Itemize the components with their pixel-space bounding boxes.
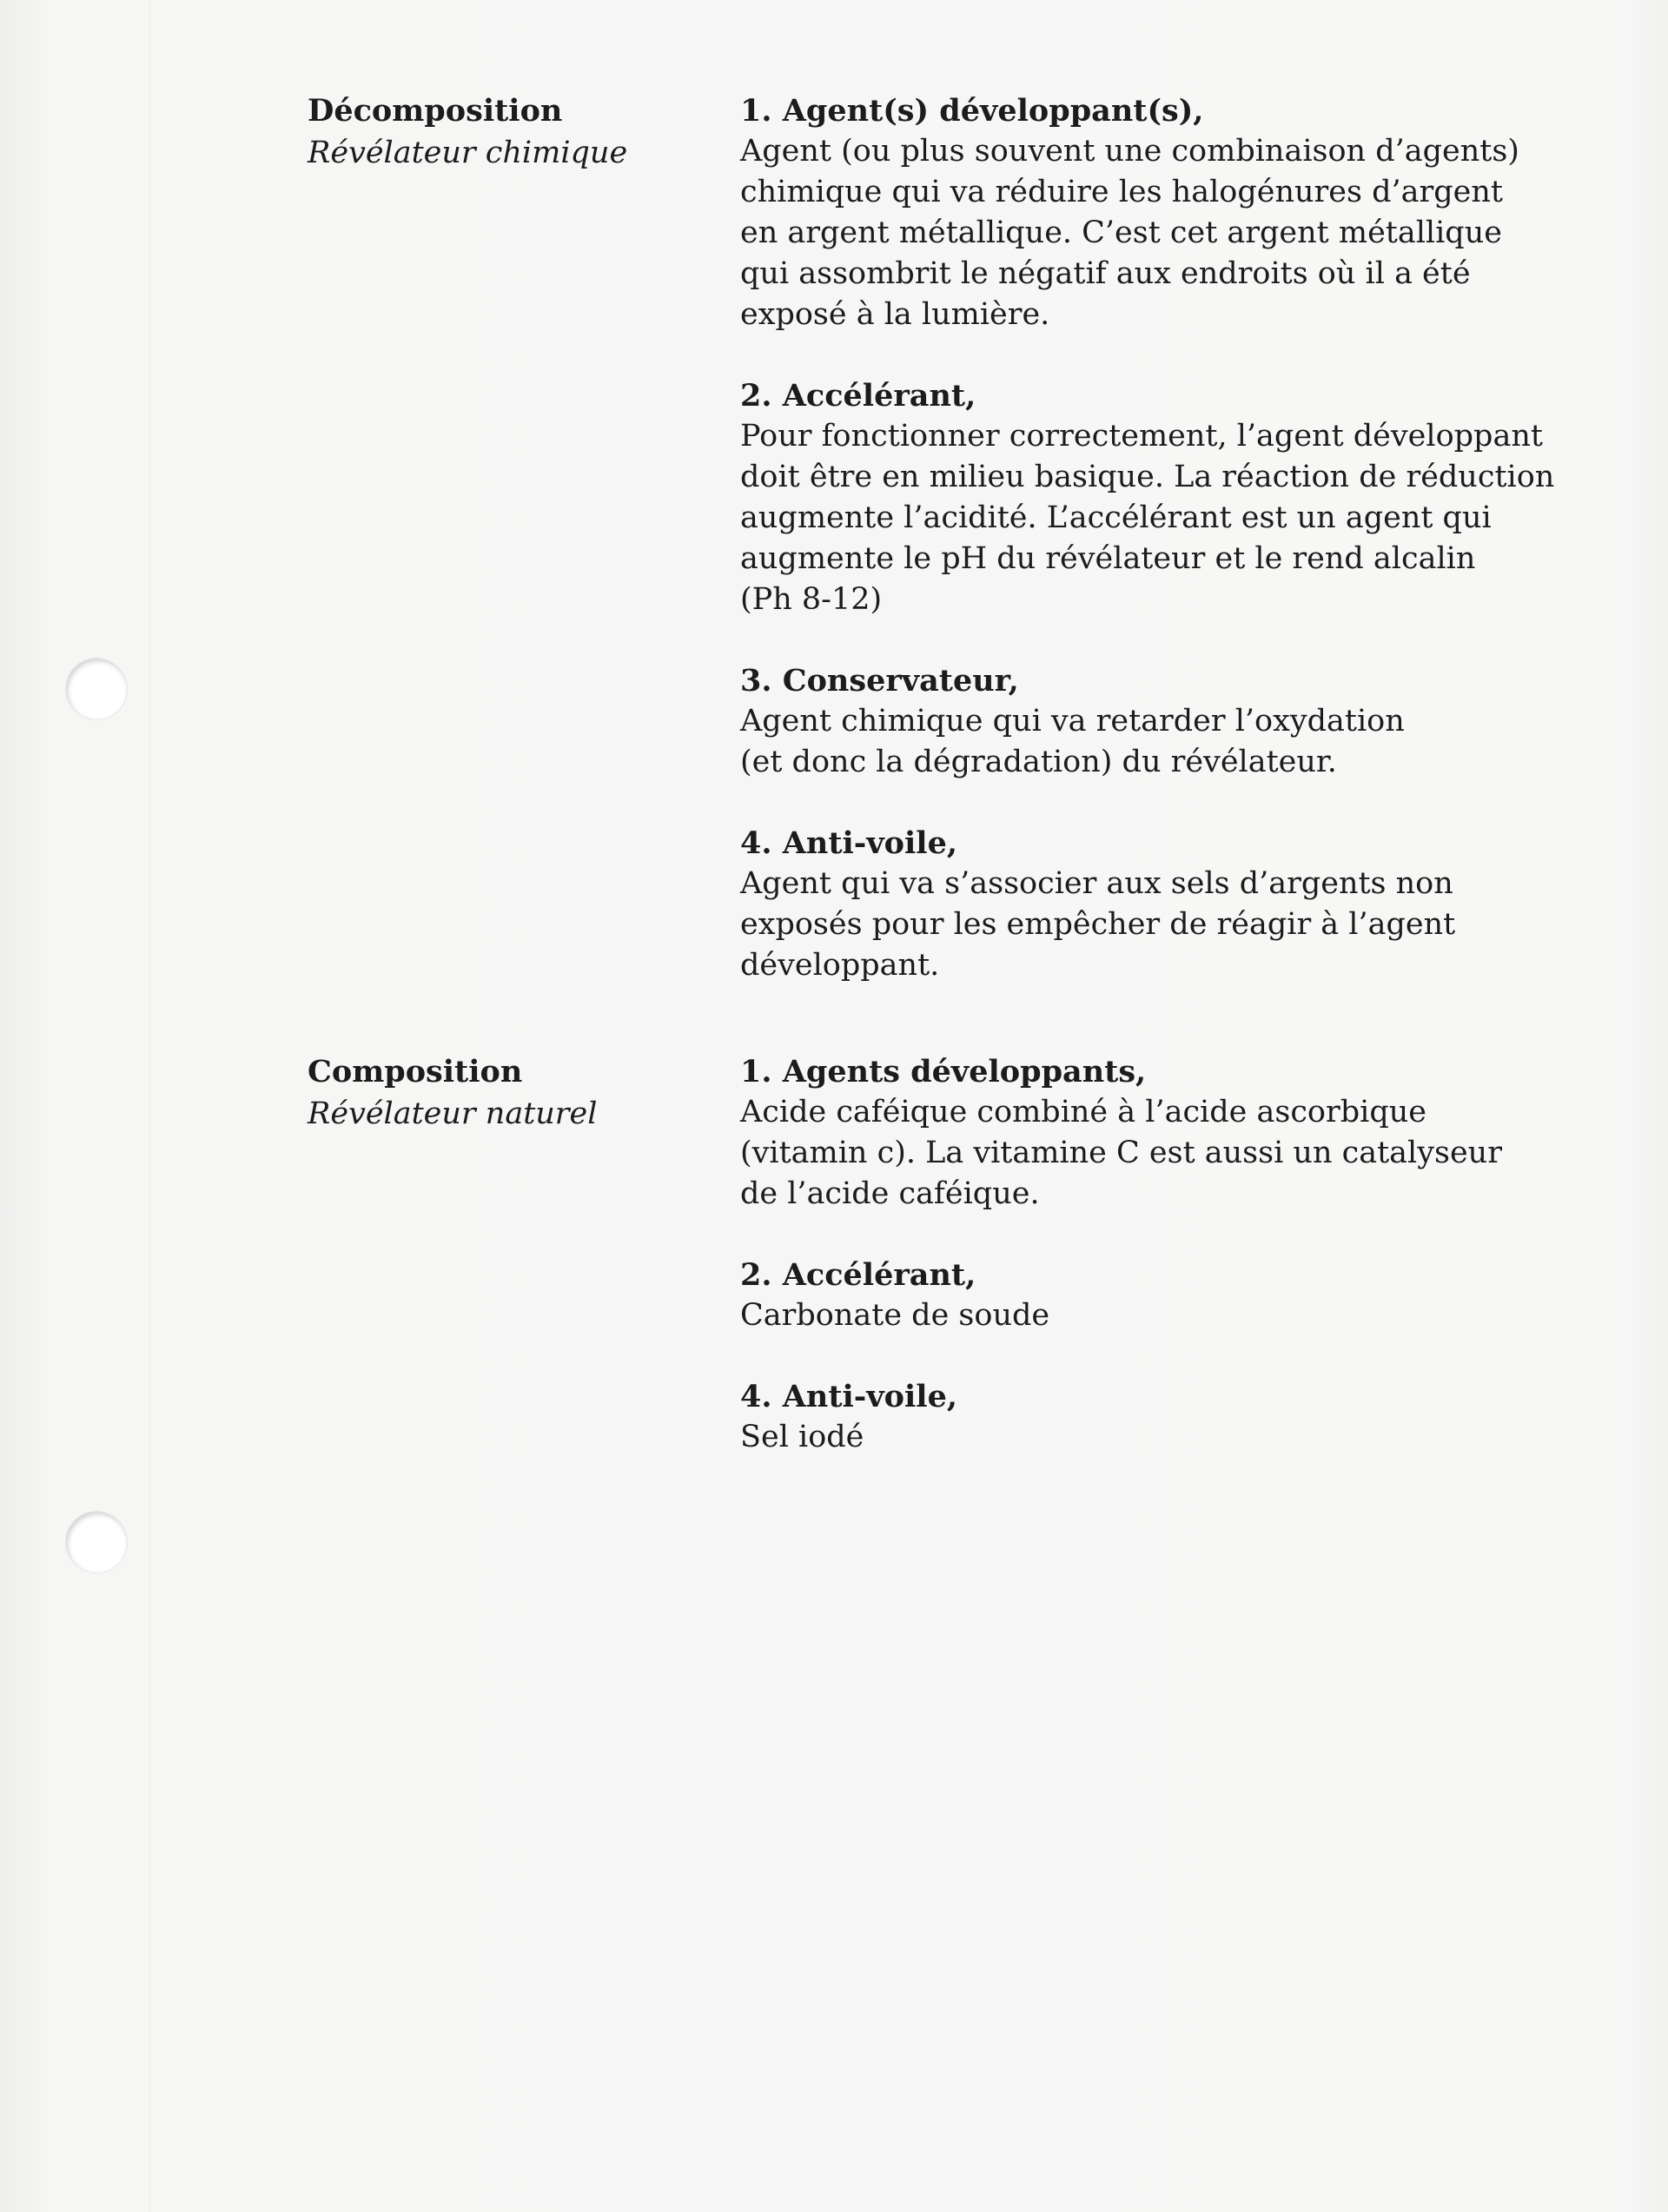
section-subtitle: Révélateur naturel [308, 1096, 598, 1131]
body-line: qui assombrit le négatif aux endroits où il a été [740, 256, 1471, 291]
item-agents-developpants [740, 1051, 1618, 1215]
item-body [740, 864, 1618, 986]
body-line: doit être en milieu basique. La réaction de réduction [740, 460, 1555, 494]
body-line: exposé à la lumière. [740, 297, 1050, 332]
body-line: Agent chimique qui va retarder l’oxydation [740, 704, 1405, 738]
section-title: Composition [308, 1054, 523, 1089]
item-anti-voile [740, 1376, 1618, 1458]
item-accelerant [740, 375, 1618, 620]
body-line: exposés pour les empêcher de réagir à l’agent [740, 907, 1456, 942]
item-conservateur [740, 660, 1618, 783]
item-title: 4. Anti-voile, [740, 1379, 958, 1414]
punch-hole-top [66, 659, 127, 719]
body-line: Acide caféique combiné à l’acide ascorbique [740, 1095, 1426, 1129]
section-title: Décomposition [308, 93, 563, 129]
page-fold-line [149, 0, 150, 2212]
item-anti-voile [740, 823, 1618, 986]
body-line: Agent qui va s’associer aux sels d’argents non [740, 866, 1453, 901]
body-line: augmente l’acidité. L’accélérant est un agent qui [740, 500, 1492, 535]
item-body [740, 416, 1618, 620]
item-agents-developpants [740, 90, 1618, 335]
item-title: 1. Agents développants, [740, 1054, 1147, 1089]
body-line: développant. [740, 948, 940, 983]
section-subtitle: Révélateur chimique [308, 136, 628, 170]
item-body [740, 1295, 1618, 1336]
item-title: 2. Accélérant, [740, 1257, 976, 1293]
punch-hole-bottom [66, 1512, 127, 1573]
item-title: 4. Anti-voile, [740, 825, 958, 861]
item-title: 2. Accélérant, [740, 378, 976, 414]
body-line: (Ph 8-12) [740, 582, 883, 617]
item-body [740, 701, 1618, 783]
body-line: augmente le pH du révélateur et le rend alcalin [740, 541, 1476, 576]
item-title: 1. Agent(s) développant(s), [740, 93, 1204, 129]
section-items [740, 90, 1618, 1026]
section-label [308, 90, 690, 174]
body-line: (et donc la dégradation) du révélateur. [740, 745, 1337, 779]
item-body [740, 131, 1618, 335]
body-line: Carbonate de soude [740, 1298, 1050, 1333]
body-line: chimique qui va réduire les halogénures d’argent [740, 175, 1503, 209]
body-line: Sel iodé [740, 1420, 864, 1454]
body-line: de l’acide caféique. [740, 1176, 1040, 1211]
body-line: en argent métallique. C’est cet argent métallique [740, 215, 1502, 250]
item-body [740, 1092, 1618, 1215]
section-items [740, 1051, 1618, 1498]
item-accelerant [740, 1255, 1618, 1336]
body-line: Pour fonctionner correctement, l’agent développant [740, 419, 1543, 454]
item-body [740, 1417, 1618, 1458]
body-line: Agent (ou plus souvent une combinaison d’agents) [740, 134, 1519, 169]
section-label [308, 1051, 690, 1135]
item-title: 3. Conservateur, [740, 663, 1019, 699]
body-line: (vitamin c). La vitamine C est aussi un catalyseur [740, 1136, 1502, 1170]
